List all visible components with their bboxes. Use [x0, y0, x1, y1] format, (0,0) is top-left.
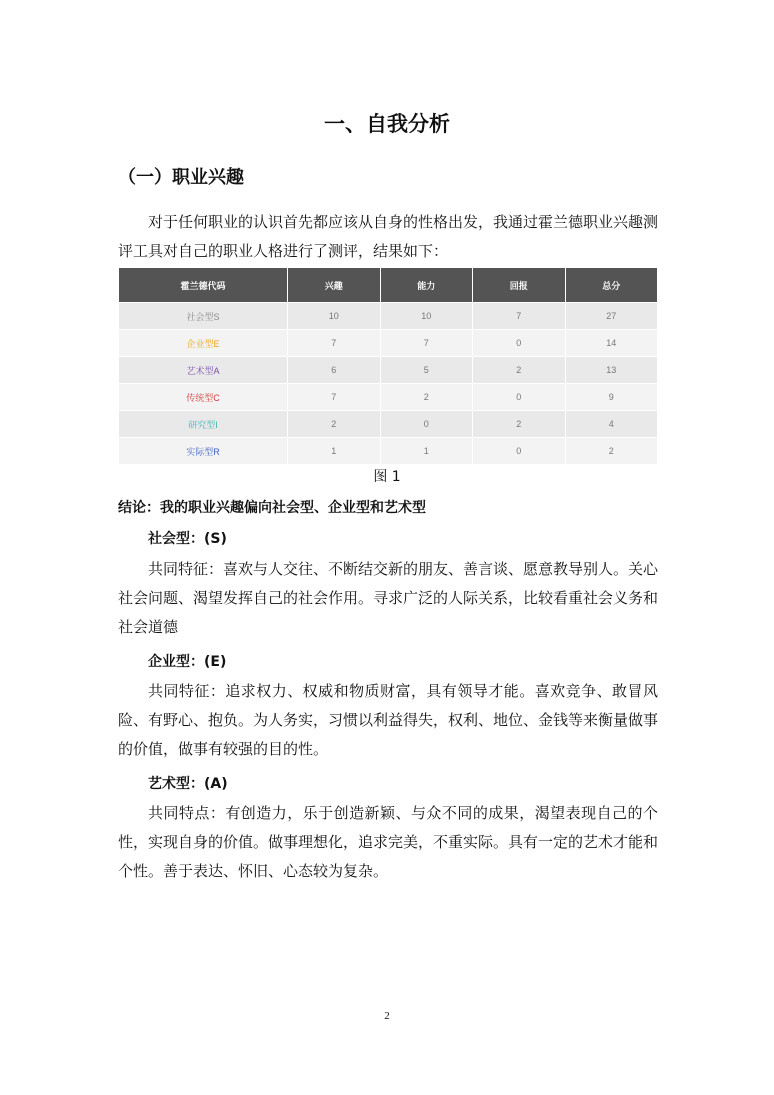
- row-interest: 1: [288, 438, 380, 464]
- social-type-heading: 社会型：(S): [148, 531, 227, 547]
- artistic-type-heading: 艺术型：(A): [148, 776, 228, 792]
- table-row: [119, 411, 657, 437]
- row-interest: 7: [288, 384, 380, 410]
- intro-paragraph: 对于任何职业的认识首先都应该从自身的性格出发，我通过霍兰德职业兴趣测评工具对自己的职业人格进行了测评，结果如下：: [118, 213, 659, 260]
- row-type: 社会型S: [119, 303, 287, 329]
- enterprising-type-description: 共同特征：追求权力、权威和物质财富，具有领导才能。喜欢竞争、敢冒风险、有野心、抱负。为人务实，习惯以利益得失，权利、地位、金钱等来衡量做事的价值，做事有较强的目的性。: [118, 682, 659, 758]
- row-type: 实际型R: [119, 438, 287, 464]
- enterprising-type-heading: 企业型：(E): [148, 654, 227, 670]
- row-reward: 0: [473, 438, 565, 464]
- row-ability: 0: [381, 411, 473, 437]
- row-interest: 10: [288, 303, 380, 329]
- row-ability: 7: [381, 330, 473, 356]
- row-total: 13: [566, 357, 658, 383]
- row-ability: 2: [381, 384, 473, 410]
- header-code: 霍兰德代码: [119, 268, 287, 302]
- row-reward: 2: [473, 411, 565, 437]
- row-reward: 7: [473, 303, 565, 329]
- social-type-description: 共同特征：喜欢与人交往、不断结交新的朋友、善言谈、愿意教导别人。关心社会问题、渴望发挥自己的社会作用。寻求广泛的人际关系，比较看重社会义务和社会道德: [118, 560, 659, 636]
- row-interest: 2: [288, 411, 380, 437]
- header-ability: 能力: [381, 268, 473, 302]
- table-row: [119, 438, 657, 464]
- table-row: [119, 384, 657, 410]
- conclusion: 结论：我的职业兴趣偏向社会型、企业型和艺术型: [118, 500, 426, 516]
- row-total: 2: [566, 438, 658, 464]
- row-type: 传统型C: [119, 384, 287, 410]
- page-number: 2: [384, 1010, 390, 1022]
- row-total: 4: [566, 411, 658, 437]
- row-interest: 7: [288, 330, 380, 356]
- header-reward: 回报: [473, 268, 565, 302]
- header-interest: 兴趣: [288, 268, 380, 302]
- header-total: 总分: [566, 268, 658, 302]
- row-ability: 10: [381, 303, 473, 329]
- row-type: 研究型I: [119, 411, 287, 437]
- row-total: 14: [566, 330, 658, 356]
- artistic-type-description: 共同特点：有创造力，乐于创造新颖、与众不同的成果，渴望表现自己的个性，实现自身的价值。做事理想化，追求完美，不重实际。具有一定的艺术才能和个性。善于表达、怀旧、心态较为复杂。: [118, 804, 659, 880]
- table-row: [119, 303, 657, 329]
- table-row: [119, 330, 657, 356]
- row-interest: 6: [288, 357, 380, 383]
- page-title: 一、自我分析: [324, 112, 450, 136]
- table-row: [119, 357, 657, 383]
- row-reward: 2: [473, 357, 565, 383]
- row-ability: 5: [381, 357, 473, 383]
- table-header-row: [119, 268, 657, 302]
- figure-caption: 图 1: [373, 469, 401, 485]
- row-total: 9: [566, 384, 658, 410]
- row-reward: 0: [473, 384, 565, 410]
- holland-code-table: [118, 267, 658, 465]
- row-type: 艺术型A: [119, 357, 287, 383]
- row-reward: 0: [473, 330, 565, 356]
- row-ability: 1: [381, 438, 473, 464]
- row-total: 27: [566, 303, 658, 329]
- section-title: （一）职业兴趣: [118, 167, 244, 188]
- row-type: 企业型E: [119, 330, 287, 356]
